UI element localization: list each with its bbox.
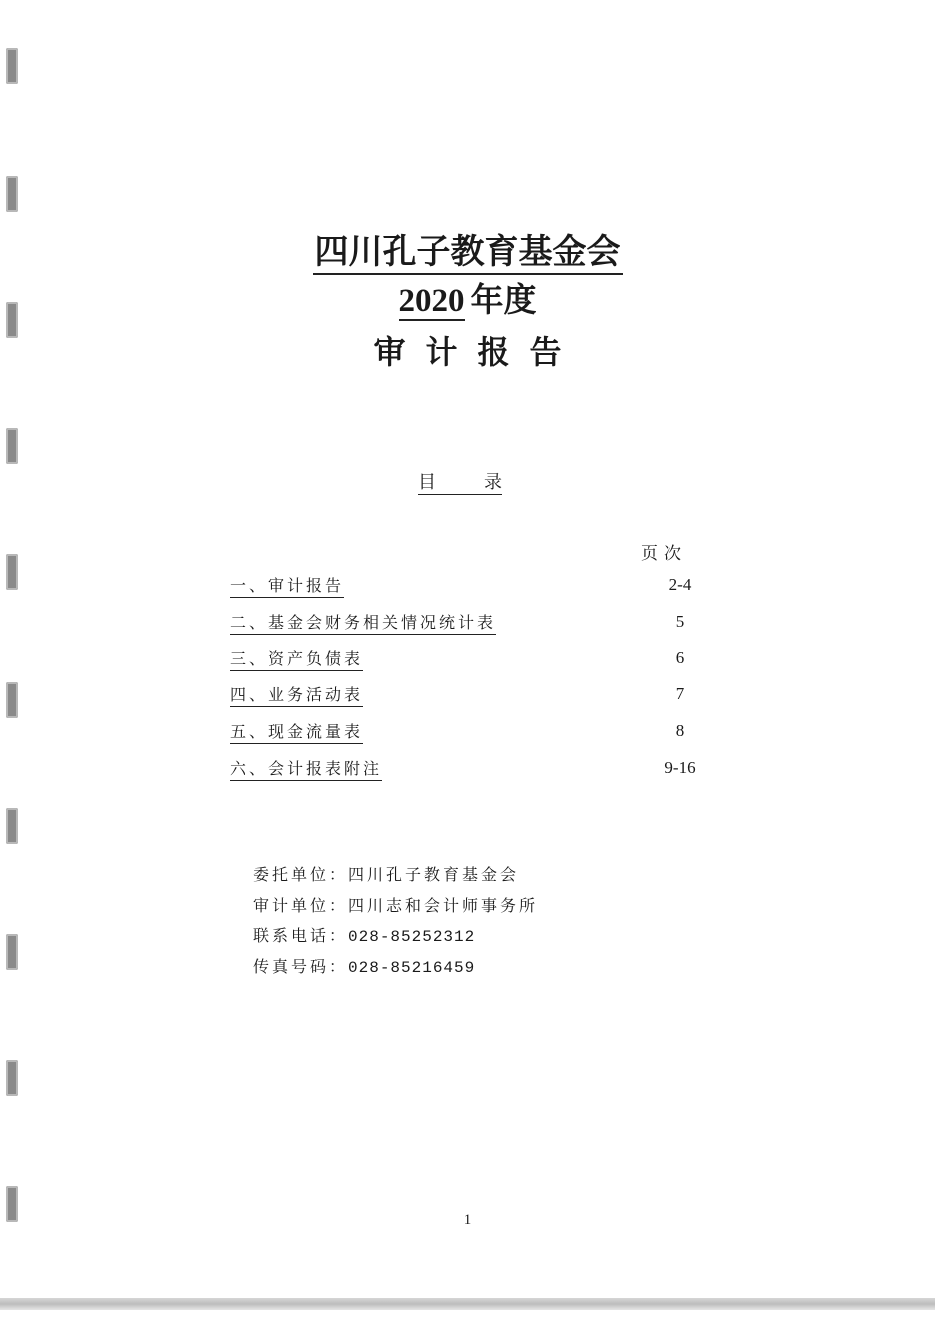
contact-info [253,862,538,984]
report-year-number: 2020 [398,283,465,319]
phone-label: 联系电话： [253,926,349,945]
page-number: 1 [463,1212,472,1228]
toc-entry-page: 2-4 [668,575,692,594]
binding-hole [6,554,18,590]
toc-entry-label[interactable]: 五、现金流量表 [230,719,363,744]
organization-title-text: 四川孔子教育基金会 [313,232,623,275]
toc-entry[interactable] [230,610,730,634]
toc-entry-label[interactable]: 六、会计报表附注 [230,756,382,781]
binding-hole [6,808,18,844]
auditor-line [253,893,538,924]
toc-entry[interactable] [230,756,730,780]
binding-hole [6,48,18,84]
client-line [253,862,538,893]
report-year [0,274,935,321]
toc-heading-left: 目 [418,472,436,493]
toc-entry[interactable] [230,646,730,670]
binding-hole [6,934,18,970]
scan-bottom-edge [0,1298,935,1310]
binding-hole [6,176,18,212]
fax-line [253,954,538,985]
phone-line [253,923,538,954]
report-title: 审计报告 [373,333,582,371]
organization-title [0,224,935,273]
toc-entry-page: 8 [675,721,685,740]
client-label: 委托单位： [253,865,349,884]
binding-hole [6,1060,18,1096]
toc-entry-label[interactable]: 二、基金会财务相关情况统计表 [230,610,496,635]
client-value: 四川孔子教育基金会 [348,865,520,884]
toc-page-column-header: 页次 [641,544,687,564]
toc-entry[interactable] [230,719,730,743]
toc-entry-page: 6 [675,648,685,667]
fax-value: 028-85216459 [348,958,476,977]
toc-entry-page: 9-16 [664,758,696,777]
binding-hole [6,428,18,464]
toc-entry-label[interactable]: 三、资产负债表 [230,646,363,671]
toc-entry[interactable] [230,573,730,597]
report-year-suffix: 年度 [470,280,537,319]
auditor-value: 四川志和会计师事务所 [348,895,539,915]
toc-entry[interactable] [230,682,730,706]
auditor-label: 审计单位： [253,895,349,915]
binding-hole [6,682,18,718]
toc-entry-label[interactable]: 四、业务活动表 [230,682,363,707]
toc-entry-page: 7 [675,684,685,703]
toc-heading [418,468,502,495]
fax-label: 传真号码： [253,956,349,976]
phone-value: 028-85252312 [348,928,476,946]
toc-entry-page: 5 [675,612,685,631]
toc-heading-right: 录 [484,472,502,493]
toc-entry-label[interactable]: 一、审计报告 [230,573,344,598]
